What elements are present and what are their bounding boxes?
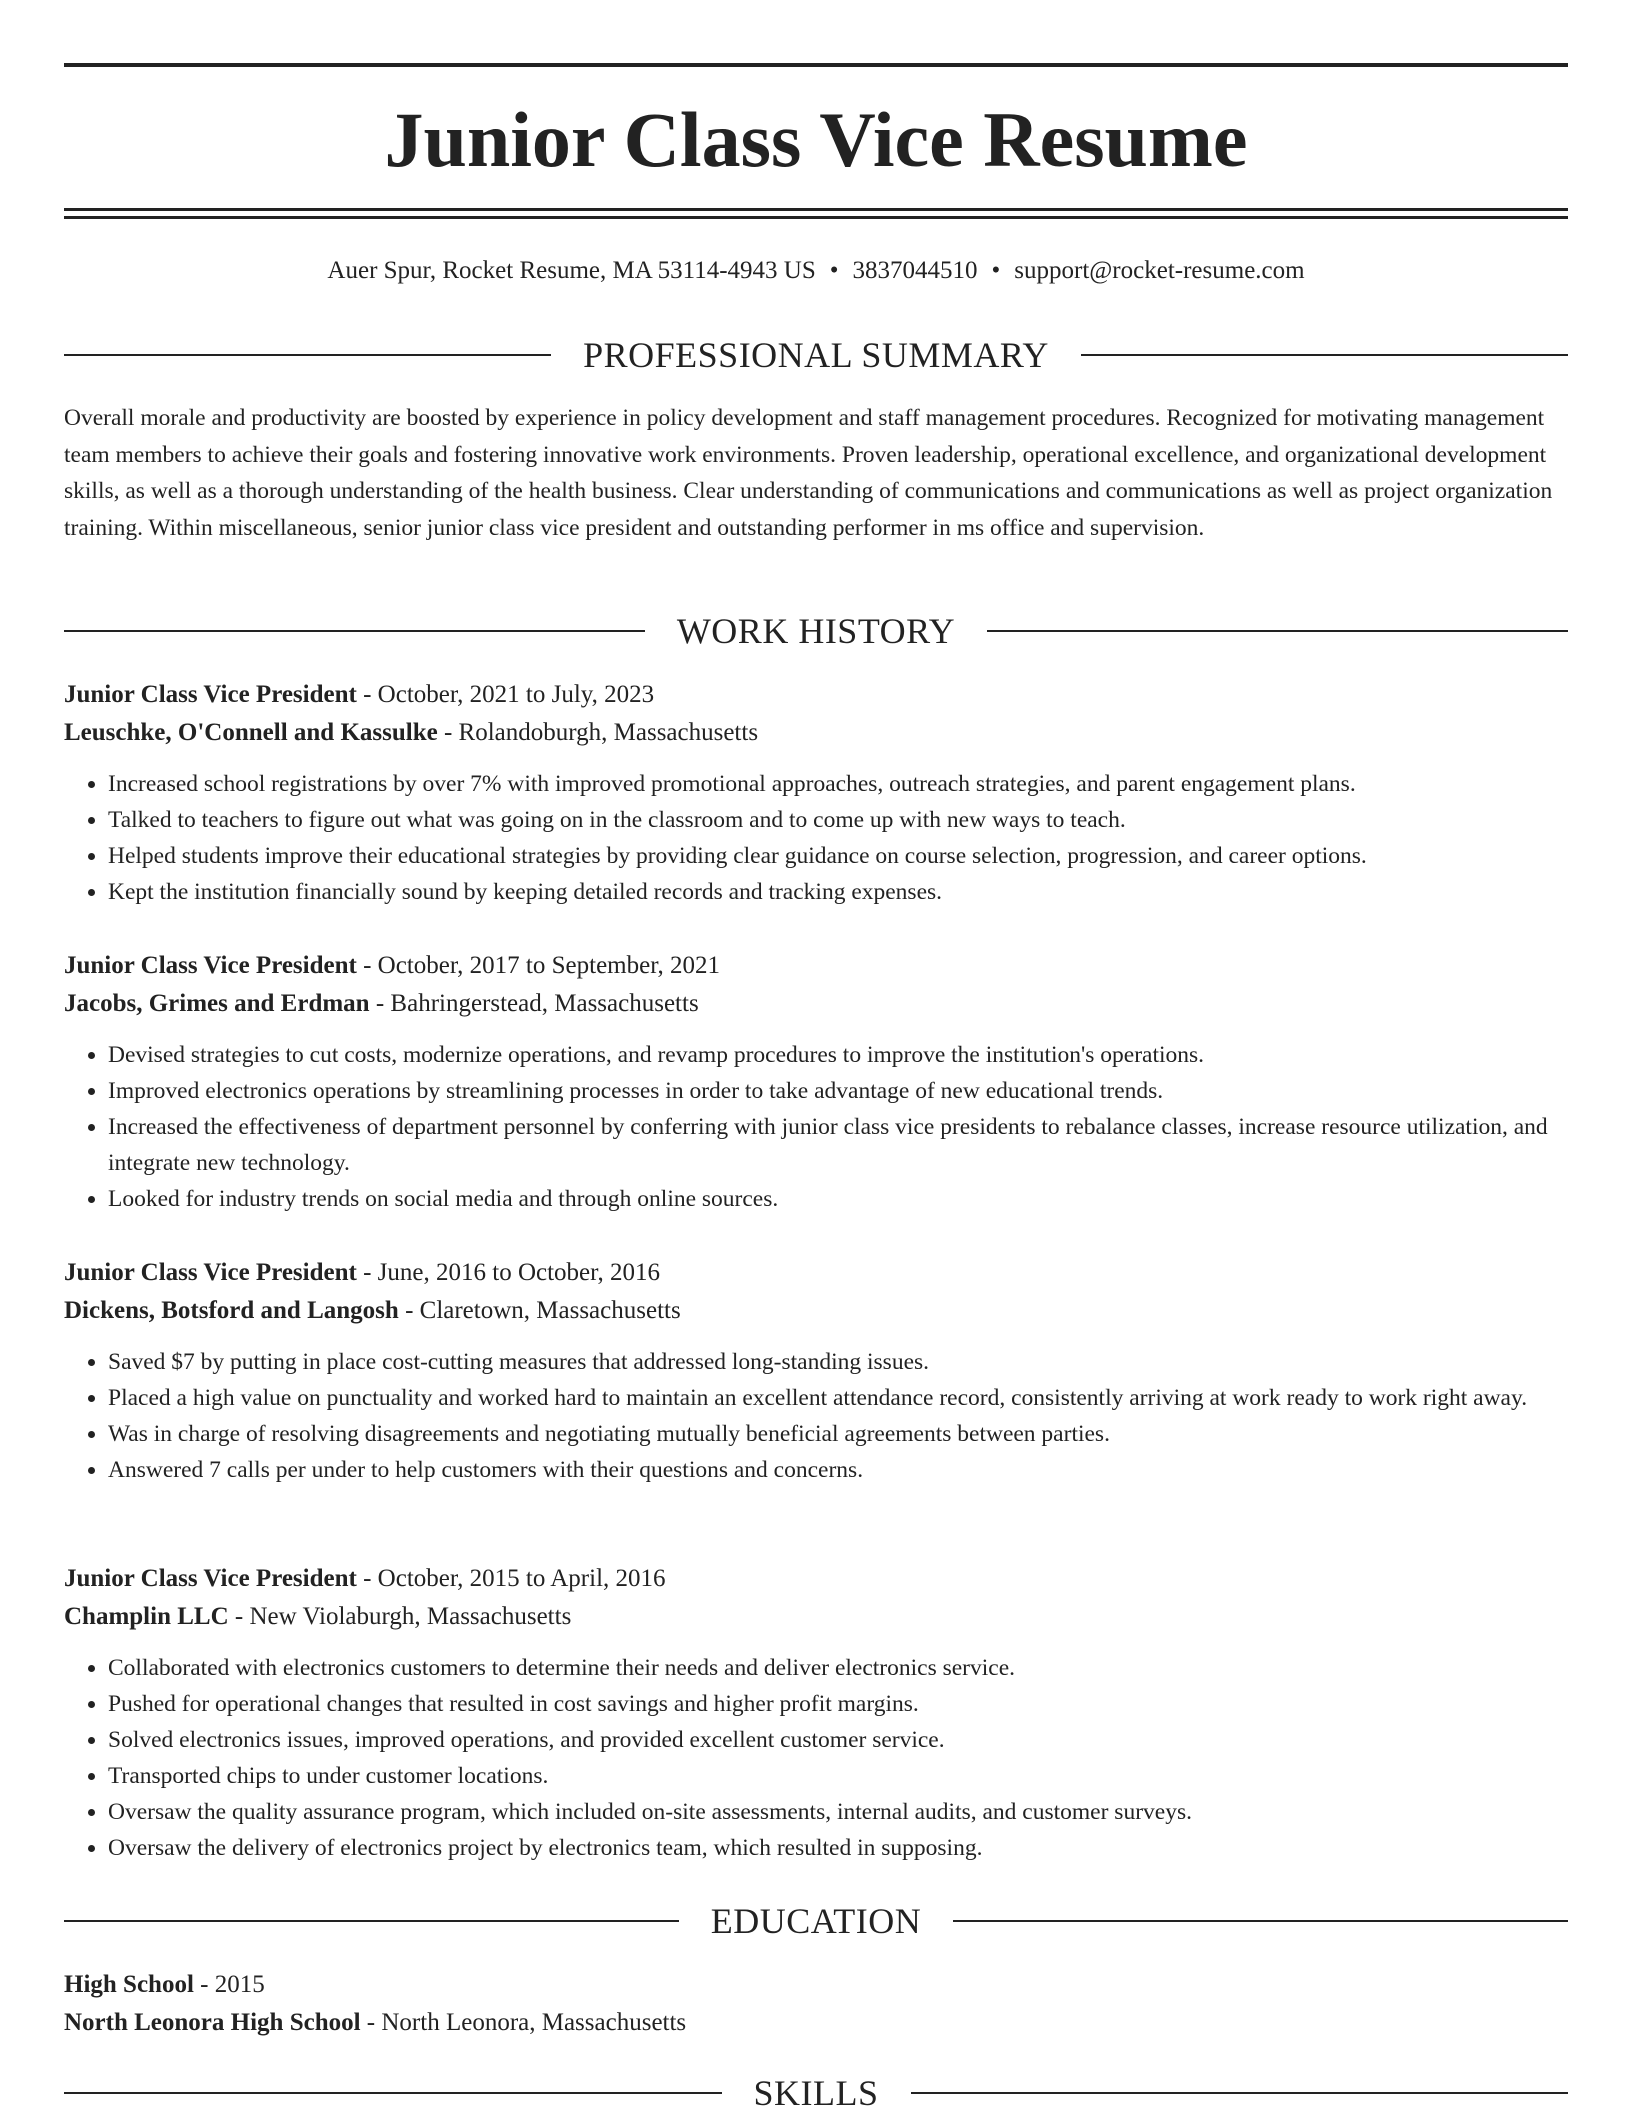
job-dates: - June, 2016 to October, 2016 (356, 1259, 660, 1286)
job-title: Junior Class Vice President (64, 681, 357, 708)
job-company-line (64, 1292, 1568, 1330)
section-header-education (64, 1898, 1568, 1944)
education-degree: High School (64, 1971, 194, 1998)
contact-separator: • (991, 257, 1001, 284)
bullet-item: • Looked for industry trends on social media and through online sources. (108, 1181, 1568, 1217)
resume-title: Junior Class Vice Resume (384, 96, 1248, 183)
bullet-item: • Solved electronics issues, improved operations, and provided excellent customer service. (108, 1722, 1568, 1758)
job-entry (64, 1560, 1568, 1866)
section-title: SKILLS (753, 2073, 879, 2113)
section-title: WORK HISTORY (676, 611, 956, 651)
job-location: - Bahringerstead, Massachusetts (369, 990, 699, 1017)
job-company-line (64, 714, 1568, 752)
bullet-item: • Oversaw the quality assurance program, which included on-site assessments, internal audits, and customer surveys. (108, 1794, 1568, 1830)
contact-email: support@rocket-resume.com (1014, 257, 1305, 284)
bullet-item: • Answered 7 calls per under to help customers with their questions and concerns. (108, 1452, 1568, 1488)
section-title: PROFESSIONAL SUMMARY (583, 335, 1049, 375)
job-bullets (64, 1650, 1568, 1866)
bullet-item: • Devised strategies to cut costs, modernize operations, and revamp procedures to improve the institution's operations. (108, 1037, 1568, 1073)
section-title: EDUCATION (710, 1901, 922, 1941)
divider-line (64, 1920, 679, 1922)
job-company-line (64, 1598, 1568, 1636)
bullet-item: • Pushed for operational changes that resulted in cost savings and higher profit margins. (108, 1686, 1568, 1722)
bullet-item: • Oversaw the delivery of electronics project by electronics team, which resulted in supposing. (108, 1830, 1568, 1866)
job-title: Junior Class Vice President (64, 952, 357, 979)
job-location: - Claretown, Massachusetts (398, 1297, 681, 1324)
divider-line (1081, 354, 1568, 356)
contact-address: Auer Spur, Rocket Resume, MA 53114-4943 US (327, 257, 816, 284)
job-title-line (64, 1560, 1568, 1598)
job-dates: - October, 2017 to September, 2021 (356, 952, 721, 979)
job-entry (64, 947, 1568, 1217)
bullet-item: • Increased school registrations by over 7% with improved promotional approaches, outreach strategies, and parent engagement plans. (108, 766, 1568, 802)
job-entry (64, 1254, 1568, 1488)
education-location: - North Leonora, Massachusetts (360, 2009, 687, 2036)
bullet-item: • Helped students improve their educational strategies by providing clear guidance on course selection, progression, and career options. (108, 838, 1568, 874)
job-title-line (64, 947, 1568, 985)
summary-paragraph: Overall morale and productivity are boosted by experience in policy development and staff management procedures. Recognized for motivating management team members to achieve their goals and fostering innovative work environments. Proven leadership, operational excellence, and organizational development skills, as well as a thorough understanding of the health business. Clear understanding of communications and communications as well as project organization training. Within miscellaneous, senior junior class vice president and outstanding performer in ms office and supervision. (64, 405, 1553, 541)
job-company-line (64, 985, 1568, 1023)
bullet-item: • Was in charge of resolving disagreements and negotiating mutually beneficial agreements between parties. (108, 1416, 1568, 1452)
job-company: Champlin LLC (64, 1603, 229, 1630)
job-company: Jacobs, Grimes and Erdman (64, 990, 370, 1017)
top-rule (64, 63, 1568, 67)
job-bullets (64, 1037, 1568, 1217)
title-rule-lower (64, 216, 1568, 219)
job-title-line (64, 1254, 1568, 1292)
job-bullets (64, 766, 1568, 910)
job-title-line (64, 676, 1568, 714)
education-school: North Leonora High School (64, 2009, 361, 2036)
bullet-item: • Transported chips to under customer locations. (108, 1758, 1568, 1794)
bullet-item: • Increased the effectiveness of department personnel by conferring with junior class vice presidents to rebalance classes, increase resource utilization, and integrate new technology. (108, 1109, 1568, 1181)
section-header-summary (64, 332, 1568, 378)
title-rule-upper (64, 208, 1568, 211)
education-entry (64, 1966, 1568, 2042)
section-header-work-history (64, 608, 1568, 654)
job-title: Junior Class Vice President (64, 1259, 357, 1286)
education-school-line (64, 2004, 1568, 2042)
divider-line (64, 630, 645, 632)
divider-line (987, 630, 1568, 632)
job-dates: - October, 2015 to April, 2016 (356, 1565, 666, 1592)
education-degree-line (64, 1966, 1568, 2004)
divider-line (64, 2092, 722, 2094)
contact-line (64, 254, 1568, 288)
section-header-skills (64, 2070, 1568, 2116)
bullet-item: • Saved $7 by putting in place cost-cutting measures that addressed long-standing issues. (108, 1344, 1568, 1380)
job-dates: - October, 2021 to July, 2023 (356, 681, 655, 708)
job-company: Leuschke, O'Connell and Kassulke (64, 719, 438, 746)
contact-separator: • (829, 257, 839, 284)
bullet-item: • Collaborated with electronics customers to determine their needs and deliver electronics service. (108, 1650, 1568, 1686)
job-entry (64, 676, 1568, 910)
divider-line (953, 1920, 1568, 1922)
bullet-item: • Talked to teachers to figure out what was going on in the classroom and to come up with new ways to teach. (108, 802, 1568, 838)
divider-line (64, 354, 551, 356)
contact-phone: 3837044510 (852, 257, 978, 284)
bullet-item: • Kept the institution financially sound by keeping detailed records and tracking expenses. (108, 874, 1568, 910)
job-title: Junior Class Vice President (64, 1565, 357, 1592)
bullet-item: • Placed a high value on punctuality and worked hard to maintain an excellent attendance record, consistently arriving at work ready to work right away. (108, 1380, 1568, 1416)
job-bullets (64, 1344, 1568, 1488)
job-location: - New Violaburgh, Massachusetts (228, 1603, 572, 1630)
education-year: - 2015 (193, 1971, 265, 1998)
bullet-item: • Improved electronics operations by streamlining processes in order to take advantage of new educational trends. (108, 1073, 1568, 1109)
divider-line (911, 2092, 1569, 2094)
job-company: Dickens, Botsford and Langosh (64, 1297, 399, 1324)
job-location: - Rolandoburgh, Massachusetts (437, 719, 759, 746)
